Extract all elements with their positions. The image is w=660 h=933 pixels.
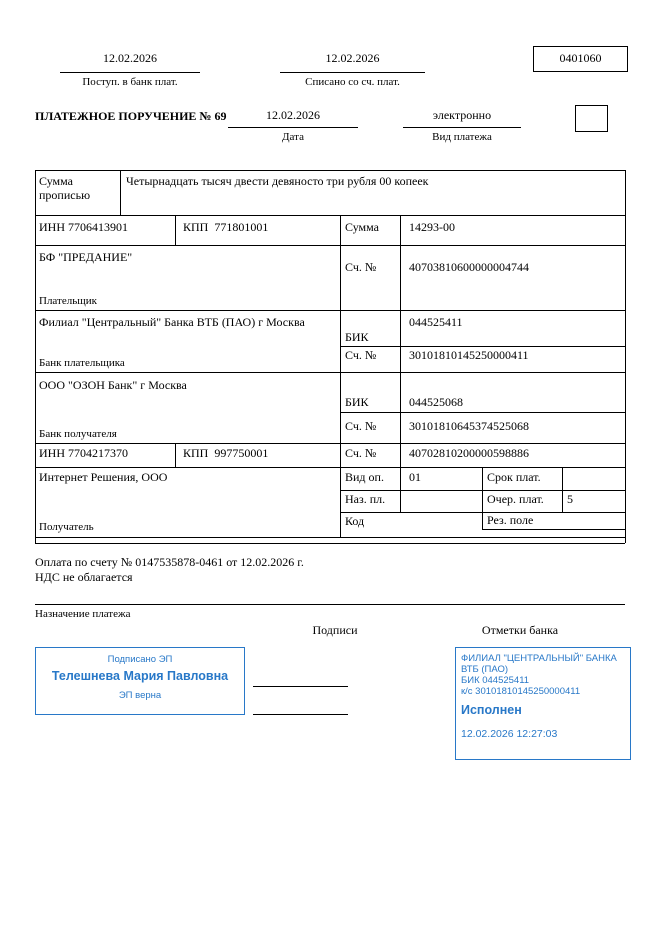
table-grid-line <box>35 170 36 543</box>
table-grid-line <box>35 537 625 538</box>
payee-section-label: Получатель <box>39 521 94 533</box>
ep-signed-label: Подписано ЭП <box>107 654 173 665</box>
bank-stamp-status: Исполнен <box>461 703 522 717</box>
bank-stamp-datetime: 12.02.2026 12:27:03 <box>461 728 558 740</box>
bank-stamp-name-line2: ВТБ (ПАО) <box>461 664 509 675</box>
payer-kpp: КПП 771801001 <box>183 220 269 234</box>
table-grid-line <box>482 467 483 529</box>
table-grid-line <box>562 467 563 512</box>
table-grid-line <box>120 170 121 215</box>
srok-plat-label: Срок плат. <box>487 470 541 484</box>
payee-bank-account-label: Сч. № <box>345 419 377 433</box>
received-in-bank-label: Поступ. в банк плат. <box>82 76 178 88</box>
table-grid-line <box>340 215 341 537</box>
received-date: 12.02.2026 <box>103 51 157 65</box>
payer-inn: ИНН 7706413901 <box>39 220 128 234</box>
table-grid-line <box>35 372 625 373</box>
table-grid-line <box>35 443 625 444</box>
payer-bank-account-label: Сч. № <box>345 348 377 362</box>
payee-bank-section-label: Банк получателя <box>39 428 117 440</box>
payer-section-label: Плательщик <box>39 295 97 307</box>
payment-kind: электронно <box>432 108 492 122</box>
payee-account-label: Сч. № <box>345 446 377 460</box>
date-label: Дата <box>282 131 304 143</box>
amount-in-words-value: Четырнадцать тысяч двести девяносто три рубля 00 копеек <box>126 174 429 188</box>
document-title: ПЛАТЕЖНОЕ ПОРУЧЕНИЕ № 69 <box>35 109 227 123</box>
document-date: 12.02.2026 <box>266 108 320 122</box>
payer-account: 40703810600000004744 <box>409 260 529 274</box>
signatures-label: Подписи <box>312 623 358 637</box>
payment-purpose-line1: Оплата по счету № 0147535878-0461 от 12.02.2026 г. <box>35 555 304 569</box>
payer-account-label: Сч. № <box>345 260 377 274</box>
payer-bank-bik-label: БИК <box>345 330 369 344</box>
date-underline <box>228 127 358 128</box>
debited-from-account-label: Списано со сч. плат. <box>305 76 400 88</box>
payment-purpose-line2: НДС не облагается <box>35 570 133 584</box>
bank-stamp-corr-account: к/с 30101810145250000411 <box>461 686 581 697</box>
payer-bank-section-label: Банк плательщика <box>39 357 125 369</box>
payment-kind-box <box>575 105 608 132</box>
payee-name: Интернет Решения, ООО <box>39 470 168 484</box>
table-grid-line <box>35 215 625 216</box>
received-date-underline <box>60 72 200 73</box>
payee-account: 40702810200000598886 <box>409 446 529 460</box>
payee-bank-bik-label: БИК <box>345 395 369 409</box>
form-code: 0401060 <box>559 51 602 65</box>
payment-kind-label: Вид платежа <box>432 131 492 143</box>
table-grid-line <box>175 443 176 467</box>
amount-value: 14293-00 <box>409 220 455 234</box>
purpose-underline <box>35 604 625 605</box>
vid-op-label: Вид оп. <box>345 470 384 484</box>
payee-bank-bik: 044525068 <box>409 395 463 409</box>
table-grid-line <box>35 245 625 246</box>
table-grid-line <box>400 215 401 512</box>
payer-bank-account: 30101810145250000411 <box>409 348 529 362</box>
table-grid-line <box>482 529 625 530</box>
kod-label: Код <box>345 514 365 528</box>
amount-label: Сумма <box>345 220 379 234</box>
bank-stamp-name-line1: ФИЛИАЛ "ЦЕНТРАЛЬНЫЙ" БАНКА <box>461 653 617 664</box>
naz-pl-label: Наз. пл. <box>345 492 386 506</box>
table-grid-line <box>35 170 625 171</box>
table-grid-line <box>340 412 625 413</box>
table-grid-line <box>340 346 625 347</box>
ep-signer-name: Телешнева Мария Павловна <box>51 669 229 683</box>
signature-line <box>253 714 348 715</box>
payer-bank-name: Филиал "Центральный" Банка ВТБ (ПАО) г Москва <box>39 315 305 329</box>
table-grid-line <box>35 543 625 544</box>
amount-in-words-label-line2: прописью <box>39 188 91 202</box>
table-grid-line <box>625 170 626 543</box>
ep-valid-label: ЭП верна <box>118 690 162 701</box>
ocher-plat-value: 5 <box>567 492 573 506</box>
payer-name: БФ "ПРЕДАНИЕ" <box>39 250 133 264</box>
ocher-plat-label: Очер. плат. <box>487 492 544 506</box>
bank-marks-label: Отметки банка <box>481 623 559 637</box>
debited-date-underline <box>280 72 425 73</box>
rez-pole-label: Рез. поле <box>487 513 534 527</box>
payee-inn: ИНН 7704217370 <box>39 446 128 460</box>
payer-bank-bik: 044525411 <box>409 315 463 329</box>
amount-in-words-label-line1: Сумма <box>39 174 73 188</box>
payee-kpp: КПП 997750001 <box>183 446 269 460</box>
bank-stamp-bik: БИК 044525411 <box>461 675 530 686</box>
debited-date: 12.02.2026 <box>325 51 380 65</box>
payment-purpose-label: Назначение платежа <box>35 608 131 620</box>
table-grid-line <box>35 310 625 311</box>
table-grid-line <box>35 467 625 468</box>
signature-line <box>253 686 348 687</box>
vid-op-value: 01 <box>409 470 421 484</box>
payee-bank-name: ООО "ОЗОН Банк" г Москва <box>39 378 187 392</box>
payee-bank-account: 30101810645374525068 <box>409 419 529 433</box>
payment-kind-underline <box>403 127 521 128</box>
table-grid-line <box>175 215 176 245</box>
